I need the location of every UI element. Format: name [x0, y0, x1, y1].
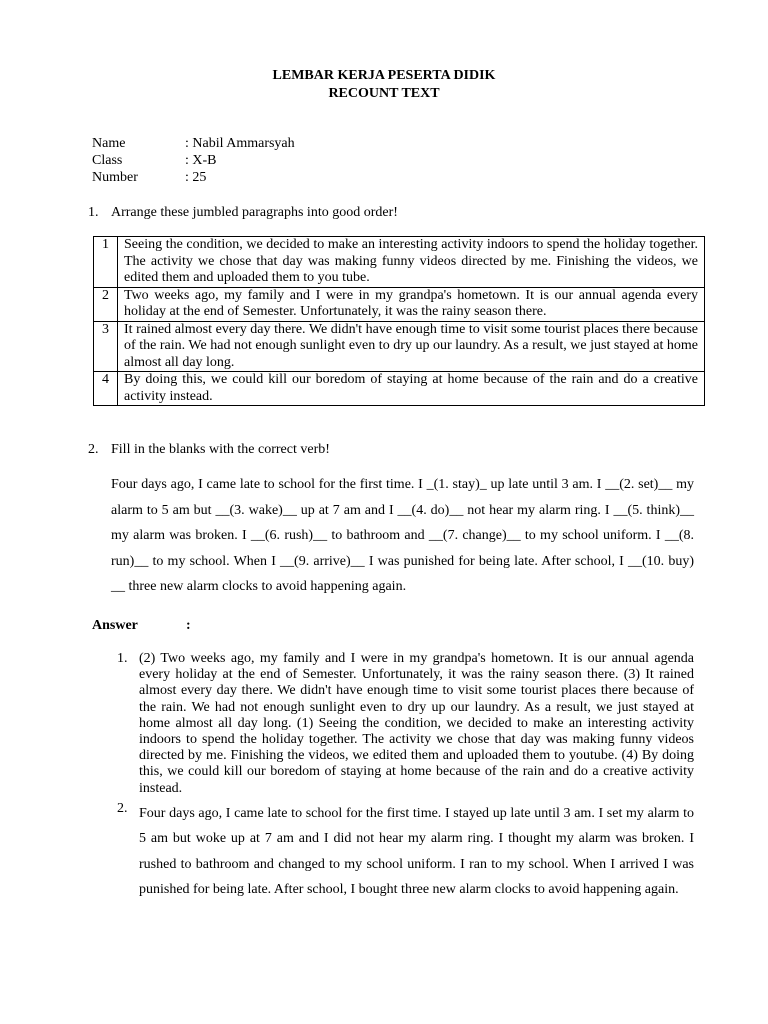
answer-2-number: 2. [117, 801, 128, 816]
question-2 [88, 442, 330, 459]
student-info [92, 136, 295, 187]
question-1-number: 1. [88, 205, 99, 220]
row-number: 4 [94, 372, 118, 406]
name-value: : Nabil Ammarsyah [185, 136, 295, 151]
table-row [94, 372, 705, 406]
answer-1-text: (2) Two weeks ago, my family and I were in my grandpa's hometown. It is our annual agenda every holiday at the end of Semester. Unfortunately, it was the rainy season there. (3) It rained almost every day there. We didn't have enough time to visit some tourist places there because of the rain. We had not enough sunlight even to dry up our laundry. As a result, we just stayed at home almost all day long. (1) Seeing the condition, we decided to make an interesting activity indoors to spend the holiday together. The activity we chose that day was making funny videos directed by me. Finishing the videos, we edited them and uploaded them to youtube. (4) By doing this, we could kill our boredom of staying at home because of the rain and do a creative activity instead. [139, 651, 694, 796]
table-row [94, 237, 705, 288]
class-row [92, 153, 295, 170]
row-text: By doing this, we could kill our boredom of staying at home because of the rain and do a creative activity instead. [118, 372, 705, 406]
number-label: Number [92, 170, 138, 185]
worksheet-title: LEMBAR KERJA PESERTA DIDIK [272, 68, 496, 83]
number-row [92, 170, 295, 187]
row-text: Seeing the condition, we decided to make an interesting activity indoors to spend the holiday together. The activity we chose that day was making funny videos directed by me. Finishing the videos, we edited them and uploaded them to you tube. [118, 237, 705, 288]
fill-in-blanks-paragraph: Four days ago, I came late to school for the first time. I _(1. stay)_ up late until 3 am. I __(2. set)__ my alarm to 5 am but __(3. wake)__ up at 7 am and I __(4. do)__ not hear my alarm ring. I __(5. think)__ my alarm was broken. I __(6. rush)__ to bathroom and __(7. change)__ to my school uniform. I __(8. run)__ to my school. When I __(9. arrive)__ I was punished for being late. After school, I __(10. buy) __ three new alarm clocks to avoid happening again. [111, 477, 694, 594]
number-value: : 25 [185, 170, 207, 185]
row-number: 1 [94, 237, 118, 288]
jumbled-paragraphs-table [93, 236, 705, 406]
answer-2-text: Four days ago, I came late to school for the first time. I stayed up late until 3 am. I set my alarm to 5 am but woke up at 7 am and I did not hear my alarm ring. I thought my alarm was broken. I rushed to bathroom and changed to my school uniform. I ran to my school. When I arrived I was punished for being late. After school, I bought three new alarm clocks to avoid happening again. [139, 806, 694, 898]
class-label: Class [92, 153, 123, 168]
table-row [94, 287, 705, 321]
row-text: It rained almost every day there. We didn't have enough time to visit some tourist places there because of the rain. We had not enough sunlight even to dry up our laundry. As a result, we just stayed at home almost all day long. [118, 321, 705, 372]
row-number: 2 [94, 287, 118, 321]
answer-heading [92, 618, 191, 635]
answer-label: Answer [92, 618, 138, 633]
row-text: Two weeks ago, my family and I were in my grandpa's hometown. It is our annual agenda every holiday at the end of Semester. Unfortunately, it was the rainy season there. [118, 287, 705, 321]
class-value: : X-B [185, 153, 217, 168]
question-2-instruction: Fill in the blanks with the correct verb! [111, 442, 330, 457]
answer-colon: : [186, 618, 191, 633]
table-row [94, 321, 705, 372]
question-1 [88, 205, 398, 222]
question-2-number: 2. [88, 442, 99, 457]
name-label: Name [92, 136, 126, 151]
answer-1-number: 1. [117, 651, 128, 666]
answer-item-1 [117, 651, 694, 797]
question-1-instruction: Arrange these jumbled paragraphs into good order! [111, 205, 398, 220]
answer-item-2 [117, 801, 694, 903]
name-row [92, 136, 295, 153]
worksheet-subtitle: RECOUNT TEXT [328, 86, 440, 101]
row-number: 3 [94, 321, 118, 372]
